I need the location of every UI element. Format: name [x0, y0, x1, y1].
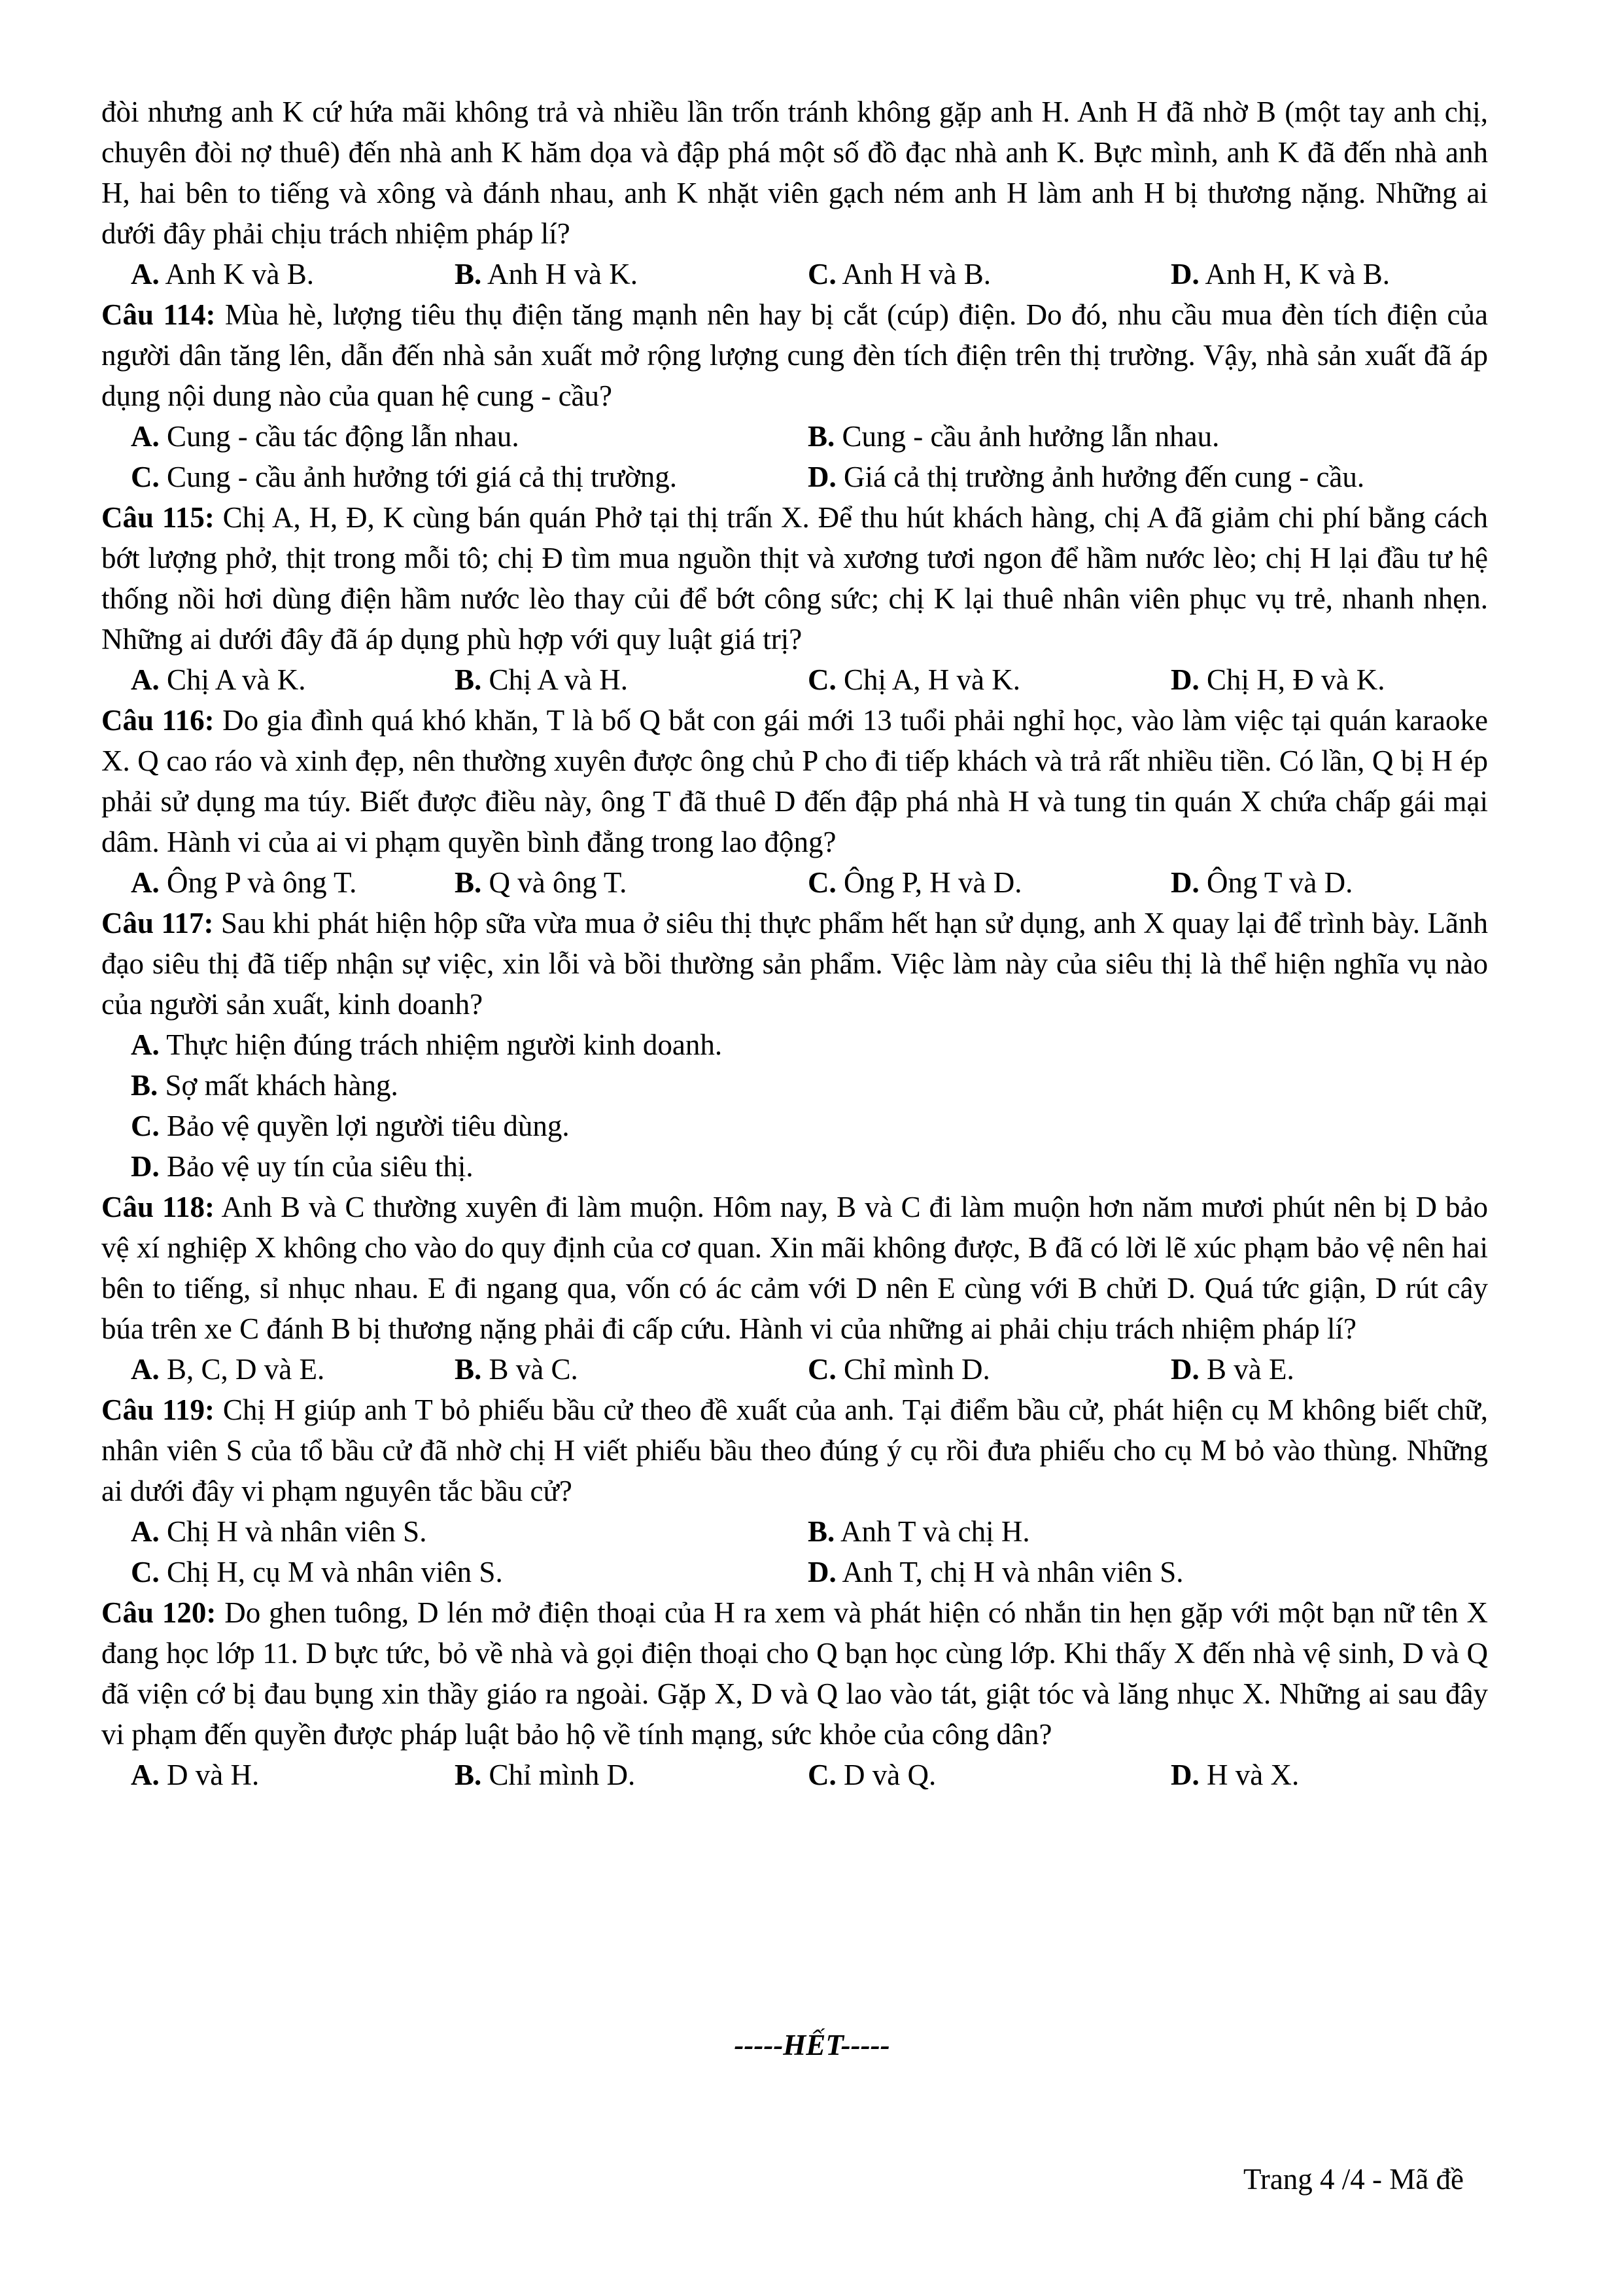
option-a: A. Thực hiện đúng trách nhiệm người kinh doanh.: [131, 1028, 723, 1061]
option-c: C. Chỉ mình D.: [808, 1353, 990, 1386]
option-d: D. Giá cả thị trường ảnh hưởng đến cung - cầu.: [808, 461, 1365, 493]
question-number: Câu 120:: [101, 1596, 216, 1629]
option-b: B. Anh H và K.: [455, 258, 638, 290]
question-119: [101, 1390, 1488, 1511]
question-113-options: [101, 254, 1488, 294]
question-text: Do gia đình quá khó khăn, T là bố Q bắt con gái mới 13 tuổi phải nghỉ học, vào làm việc tại quán karaoke X. Q cao ráo và xinh đẹp, nên thường xuyên được ông chủ P cho đi tiếp khách và trả rất nhiều tiền. Có lần, Q bị H ép phải sử dụng ma túy. Biết được điều này, ông T đã thuê D đến đập phá nhà H và tung tin quán X chứa chấp gái mại dâm. Hành vi của ai vi phạm quyền bình đẳng trong lao động?: [101, 704, 1488, 858]
option-d: D. H và X.: [1171, 1759, 1300, 1791]
option-c: C. Bảo vệ quyền lợi người tiêu dùng.: [131, 1110, 570, 1142]
question-number: Câu 115:: [101, 501, 215, 534]
question-117-options: [101, 1025, 1488, 1187]
option-b: B. Cung - cầu ảnh hưởng lẫn nhau.: [808, 420, 1220, 453]
question-number: Câu 116:: [101, 704, 215, 737]
question-116-options: [101, 862, 1488, 903]
option-b: B. Q và ông T.: [455, 866, 627, 899]
option-d: D. Anh H, K và B.: [1171, 258, 1391, 290]
question-text: Sau khi phát hiện hộp sữa vừa mua ở siêu thị thực phẩm hết hạn sử dụng, anh X quay lại để trình bày. Lãnh đạo siêu thị đã tiếp nhận sự việc, xin lỗi và bồi thường sản phẩm. Việc làm này của siêu thị là thể hiện nghĩa vụ nào của người sản xuất, kinh doanh?: [101, 907, 1489, 1021]
option-b: B. Chị A và H.: [455, 663, 629, 696]
question-113-continuation: đòi nhưng anh K cứ hứa mãi không trả và nhiều lần trốn tránh không gặp anh H. Anh H đã nhờ B (một tay anh chị, chuyên đòi nợ thuê) đến nhà anh K hăm dọa và đập phá một số đồ đạc nhà anh K. Bực mình, anh K đã đến nhà anh H, hai bên to tiếng và xông và đánh nhau, anh K nhặt viên gạch ném anh H làm anh H bị thương nặng. Những ai dưới đây phải chịu trách nhiệm pháp lí?: [101, 96, 1488, 250]
question-116: [101, 700, 1488, 862]
question-120: [101, 1592, 1488, 1755]
option-d: D. Chị H, Đ và K.: [1171, 663, 1385, 696]
option-c: C. Chị A, H và K.: [808, 663, 1020, 696]
option-a: A. B, C, D và E.: [131, 1353, 325, 1386]
question-115: [101, 497, 1488, 659]
option-c: C. Chị H, cụ M và nhân viên S.: [131, 1556, 503, 1588]
question-117: [101, 903, 1488, 1025]
question-115-options: [101, 659, 1488, 700]
option-d: D. B và E.: [1171, 1353, 1294, 1386]
option-b: B. Anh T và chị H.: [808, 1515, 1030, 1548]
option-a: A. Ông P và ông T.: [131, 866, 357, 899]
question-text: Anh B và C thường xuyên đi làm muộn. Hôm nay, B và C đi làm muộn hơn năm mươi phút nên bị D bảo vệ xí nghiệp X không cho vào do quy định của cơ quan. Xin mãi không được, B đã có lời lẽ xúc phạm bảo vệ nên hai bên to tiếng, sỉ nhục nhau. E đi ngang qua, vốn có ác cảm với D nên E cùng với B chửi D. Quá tức giận, D rút cây búa trên xe C đánh B bị thương nặng phải đi cấp cứu. Hành vi của những ai phải chịu trách nhiệm pháp lí?: [101, 1191, 1488, 1345]
option-a: A. Cung - cầu tác động lẫn nhau.: [131, 420, 519, 453]
question-118: [101, 1187, 1488, 1349]
option-d: D. Anh T, chị H và nhân viên S.: [808, 1556, 1184, 1588]
exam-content: [101, 92, 1488, 1795]
option-c: C. Ông P, H và D.: [808, 866, 1022, 899]
option-c: C. Anh H và B.: [808, 258, 992, 290]
option-a: A. Chị H và nhân viên S.: [131, 1515, 427, 1548]
question-118-options: [101, 1349, 1488, 1390]
question-114: [101, 294, 1488, 416]
option-d: D. Ông T và D.: [1171, 866, 1353, 899]
question-text: Chị H giúp anh T bỏ phiếu bầu cử theo đề xuất của anh. Tại điểm bầu cử, phát hiện cụ M không biết chữ, nhân viên S của tổ bầu cử đã nhờ chị H viết phiếu bầu theo đúng ý cụ rồi đưa phiếu cho cụ M bỏ vào thùng. Những ai dưới đây vi phạm nguyên tắc bầu cử?: [101, 1393, 1488, 1507]
option-a: A. Anh K và B.: [131, 258, 315, 290]
option-c: C. Cung - cầu ảnh hưởng tới giá cả thị trường.: [131, 461, 678, 493]
question-number: Câu 114:: [101, 298, 216, 331]
option-c: C. D và Q.: [808, 1759, 937, 1791]
option-b: B. Sợ mất khách hàng.: [131, 1069, 398, 1102]
question-119-options: [101, 1511, 1488, 1592]
option-a: A. D và H.: [131, 1759, 260, 1791]
option-a: A. Chị A và K.: [131, 663, 306, 696]
page-footer: Trang 4 /4 - Mã đề: [1243, 2163, 1464, 2196]
option-b: B. B và C.: [455, 1353, 578, 1386]
question-number: Câu 117:: [101, 907, 214, 939]
question-120-options: [101, 1755, 1488, 1795]
end-of-exam-mark: -----HẾT-----: [734, 2029, 890, 2061]
question-number: Câu 119:: [101, 1393, 215, 1426]
question-text: Mùa hè, lượng tiêu thụ điện tăng mạnh nên hay bị cắt (cúp) điện. Do đó, nhu cầu mua đèn tích điện của người dân tăng lên, dẫn đến nhà sản xuất mở rộng lượng cung đèn tích điện trên thị trường. Vậy, nhà sản xuất đã áp dụng nội dung nào của quan hệ cung - cầu?: [101, 298, 1488, 412]
question-114-options: [101, 416, 1488, 497]
question-text: Do ghen tuông, D lén mở điện thoại của H ra xem và phát hiện có nhắn tin hẹn gặp với một bạn nữ tên X đang học lớp 11. D bực tức, bỏ về nhà và gọi điện thoại cho Q bạn học cùng lớp. Khi thấy X đến nhà vệ sinh, D và Q đã viện cớ bị đau bụng xin thầy giáo ra ngoài. Gặp X, D và Q lao vào tát, giật tóc và lăng nhục X. Những ai sau đây vi phạm đến quyền được pháp luật bảo hộ về tính mạng, sức khỏe của công dân?: [101, 1596, 1488, 1751]
question-text: Chị A, H, Đ, K cùng bán quán Phở tại thị trấn X. Để thu hút khách hàng, chị A đã giảm chi phí bằng cách bớt lượng phở, thịt trong mỗi tô; chị Đ tìm mua nguồn thịt và xương tươi ngon để hầm nước lèo; chị H lại đầu tư hệ thống nồi hơi dùng điện hầm nước lèo thay củi để bớt công sức; chị K lại thuê nhân viên phục vụ trẻ, nhanh nhẹn. Những ai dưới đây đã áp dụng phù hợp với quy luật giá trị?: [101, 501, 1489, 656]
option-b: B. Chỉ mình D.: [455, 1759, 636, 1791]
option-d: D. Bảo vệ uy tín của siêu thị.: [131, 1150, 474, 1183]
question-number: Câu 118:: [101, 1191, 215, 1223]
